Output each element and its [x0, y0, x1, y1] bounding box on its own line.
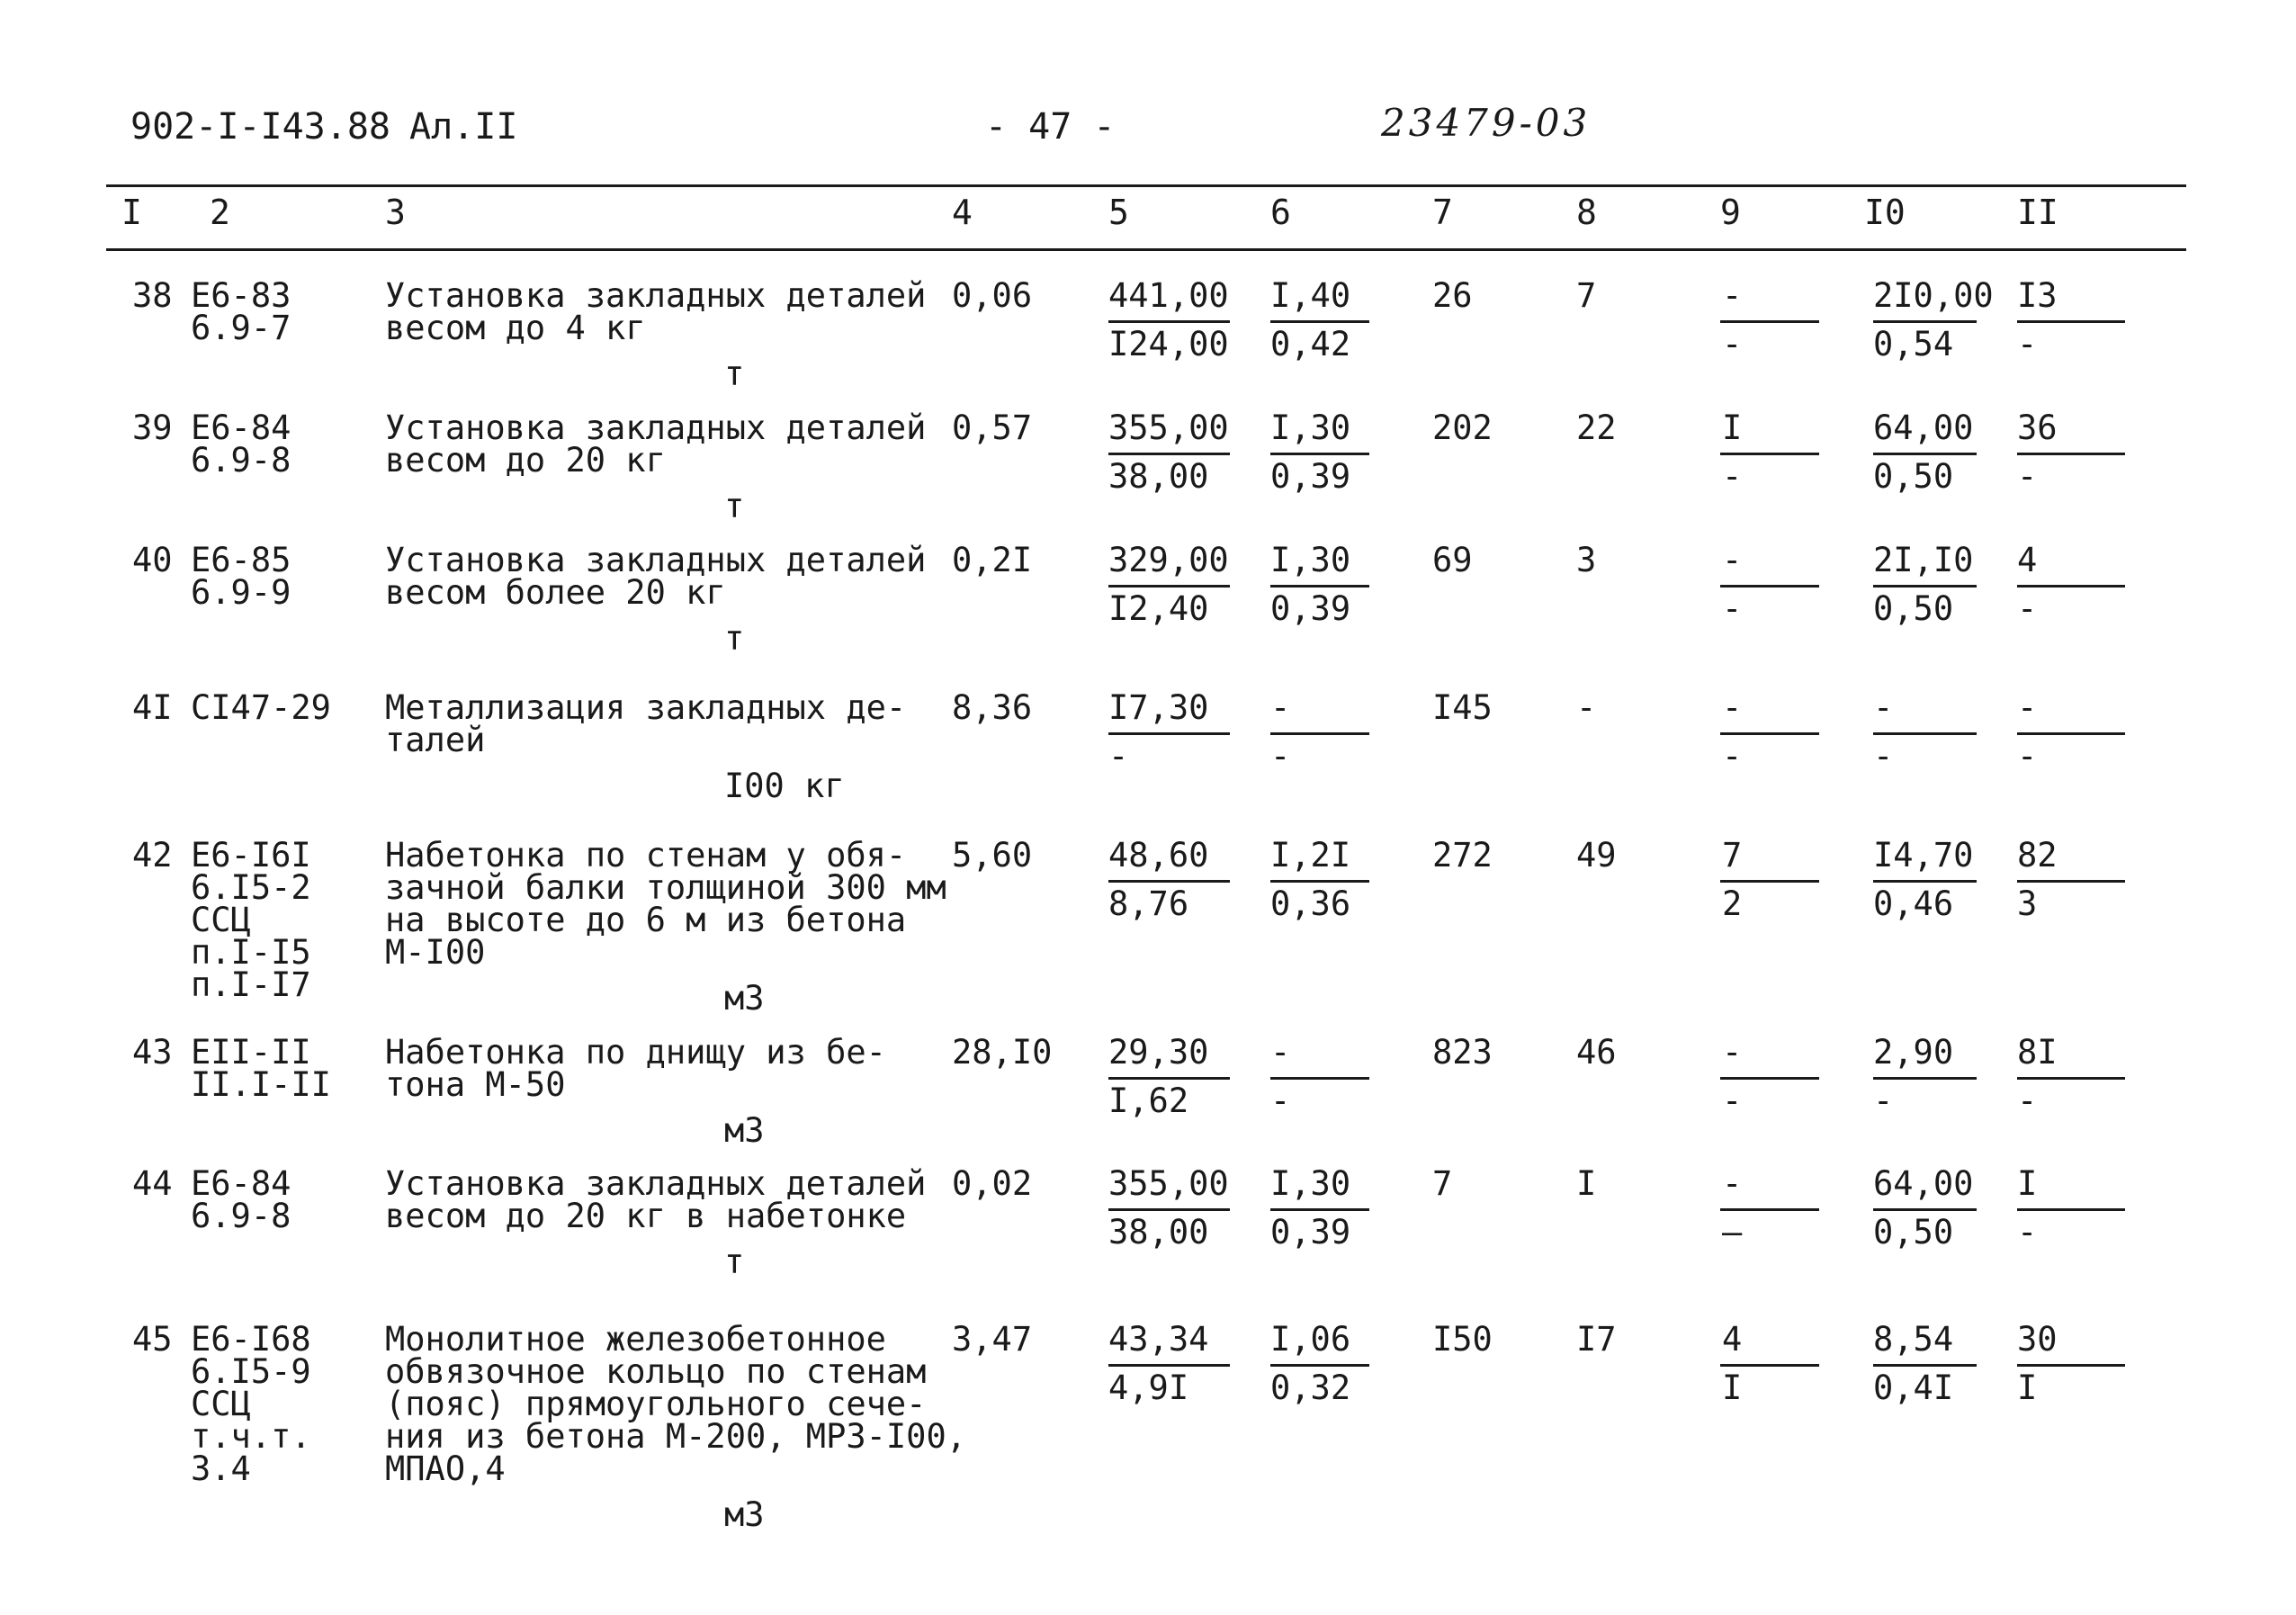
coefficient-bottom: 0,36 — [1270, 884, 1351, 923]
quantity: 0,57 — [952, 408, 1033, 447]
work-description-line: ния из бетона М-200, МРЗ-I00, — [385, 1417, 967, 1456]
column-header: 2 — [210, 193, 230, 232]
norm-code-line: ССЦ — [191, 901, 251, 939]
work-description-line: весом до 20 кг — [385, 441, 666, 480]
work-description-line: тона М-50 — [385, 1065, 566, 1104]
norm-code-line: Е6-84 — [191, 1164, 291, 1203]
unit-cost-total: 29,30 — [1108, 1033, 1209, 1072]
norm-code-line: 6.9-8 — [191, 1197, 291, 1235]
coefficient-top: I,30 — [1270, 541, 1351, 579]
column-header: 6 — [1270, 193, 1291, 232]
column-header: 4 — [952, 193, 973, 232]
quantity: 3,47 — [952, 1320, 1033, 1359]
total-wages: - — [1576, 688, 1597, 727]
machine-cost-top: - — [1722, 1164, 1743, 1203]
machine-cost-bottom: — — [1722, 1213, 1743, 1252]
total-cost: 202 — [1432, 408, 1493, 447]
labor-cost-bottom: 0,4I — [1873, 1368, 1954, 1407]
table-top-rule — [106, 184, 2186, 187]
row-number: 4I — [132, 688, 173, 727]
fraction-line — [1270, 320, 1369, 323]
total-wages: 49 — [1576, 836, 1617, 875]
fraction-line — [1108, 880, 1230, 883]
fraction-line — [1873, 1208, 1977, 1211]
coefficient-bottom: 0,32 — [1270, 1368, 1351, 1407]
machine-cost-bottom: - — [1722, 457, 1743, 496]
norm-code-line: т.ч.т. — [191, 1417, 311, 1456]
fraction-line — [1270, 585, 1369, 588]
unit-cost-total: 43,34 — [1108, 1320, 1209, 1359]
work-description-line: Установка закладных деталей — [385, 541, 927, 579]
labor-cost-bottom: - — [1873, 737, 1894, 776]
fraction-line — [1873, 1364, 1977, 1367]
machine-cost-bottom: - — [1722, 737, 1743, 776]
quantity: 5,60 — [952, 836, 1033, 875]
row-number: 45 — [132, 1320, 173, 1359]
norm-code-line: ЕII-II — [191, 1033, 311, 1072]
total-cost: 69 — [1432, 541, 1473, 579]
machine-cost-top: - — [1722, 688, 1743, 727]
fraction-line — [1108, 585, 1230, 588]
fraction-line — [1873, 585, 1977, 588]
fraction-line — [2017, 585, 2125, 588]
labor-cost-top: - — [1873, 688, 1894, 727]
work-description-line: обвязочное кольцо по стенам — [385, 1352, 927, 1391]
labor-cost-top: 2I,I0 — [1873, 541, 1974, 579]
coefficient-top: I,30 — [1270, 1164, 1351, 1203]
quantity: 8,36 — [952, 688, 1033, 727]
norm-code-line: Е6-84 — [191, 408, 291, 447]
fraction-line — [1873, 1077, 1977, 1080]
unit-cost-wages: - — [1108, 737, 1129, 776]
work-description-line: Набетонка по стенам у обя- — [385, 836, 907, 875]
column-header: 9 — [1720, 193, 1741, 232]
column-header: 7 — [1432, 193, 1453, 232]
labor-total-bottom: - — [2017, 737, 2038, 776]
work-description-line: талей — [385, 721, 486, 759]
quantity: 28,I0 — [952, 1033, 1053, 1072]
fraction-line — [1720, 453, 1819, 455]
total-wages: 46 — [1576, 1033, 1617, 1072]
labor-total-bottom: - — [2017, 1213, 2038, 1252]
fraction-line — [2017, 1208, 2125, 1211]
norm-code-line: п.I-I5 — [191, 933, 311, 972]
fraction-line — [1270, 732, 1369, 735]
machine-cost-top: - — [1722, 541, 1743, 579]
fraction-line — [1720, 1208, 1819, 1211]
machine-cost-top: - — [1722, 276, 1743, 315]
coefficient-top: I,30 — [1270, 408, 1351, 447]
work-description-line: весом до 20 кг в набетонке — [385, 1197, 907, 1235]
unit-of-measure: I00 кг — [724, 767, 845, 805]
row-number: 44 — [132, 1164, 173, 1203]
fraction-line — [1720, 880, 1819, 883]
total-cost: 7 — [1432, 1164, 1453, 1203]
column-header: I — [121, 193, 142, 232]
column-header: 3 — [385, 193, 406, 232]
table-header-rule — [106, 248, 2186, 251]
total-cost: 26 — [1432, 276, 1473, 315]
total-wages: I — [1576, 1164, 1597, 1203]
total-cost: I50 — [1432, 1320, 1493, 1359]
coefficient-top: I,2I — [1270, 836, 1351, 875]
unit-cost-total: 441,00 — [1108, 276, 1229, 315]
row-number: 43 — [132, 1033, 173, 1072]
labor-cost-bottom: 0,54 — [1873, 325, 1954, 363]
coefficient-bottom: 0,39 — [1270, 589, 1351, 628]
fraction-line — [1873, 732, 1977, 735]
coefficient-bottom: 0,39 — [1270, 457, 1351, 496]
labor-cost-top: 64,00 — [1873, 1164, 1974, 1203]
fraction-line — [1270, 1208, 1369, 1211]
norm-code-line: п.I-I7 — [191, 965, 311, 1004]
page-number: - 47 - — [985, 106, 1116, 148]
work-description-line: М-I00 — [385, 933, 486, 972]
labor-cost-bottom: 0,50 — [1873, 1213, 1954, 1252]
fraction-line — [1270, 880, 1369, 883]
total-wages: 3 — [1576, 541, 1597, 579]
work-description-line: МПАО,4 — [385, 1449, 506, 1488]
fraction-line — [2017, 1077, 2125, 1080]
norm-code-line: ССЦ — [191, 1385, 251, 1423]
norm-code-line: Е6-I68 — [191, 1320, 311, 1359]
labor-total-bottom: - — [2017, 325, 2038, 363]
unit-cost-total: 48,60 — [1108, 836, 1209, 875]
fraction-line — [1270, 453, 1369, 455]
column-header: 5 — [1108, 193, 1129, 232]
unit-cost-total: 355,00 — [1108, 1164, 1229, 1203]
norm-code-line: Е6-83 — [191, 276, 291, 315]
norm-code-line: 6.9-7 — [191, 309, 291, 347]
fraction-line — [1873, 320, 1977, 323]
labor-cost-top: 8,54 — [1873, 1320, 1954, 1359]
labor-total-bottom: 3 — [2017, 884, 2038, 923]
work-description-line: на высоте до 6 м из бетона — [385, 901, 907, 939]
work-description-line: Установка закладных деталей — [385, 408, 927, 447]
fraction-line — [1873, 880, 1977, 883]
unit-of-measure: м3 — [724, 1111, 765, 1150]
total-wages: 22 — [1576, 408, 1617, 447]
unit-cost-wages: I24,00 — [1108, 325, 1229, 363]
labor-total-top: I — [2017, 1164, 2038, 1203]
fraction-line — [1108, 320, 1230, 323]
fraction-line — [1108, 732, 1230, 735]
norm-code-line: 6.9-9 — [191, 573, 291, 612]
column-header: II — [2017, 193, 2058, 232]
machine-cost-bottom: I — [1722, 1368, 1743, 1407]
handwritten-inventory-number: 23479-03 — [1381, 101, 1592, 145]
coefficient-top: - — [1270, 1033, 1291, 1072]
unit-cost-wages: 8,76 — [1108, 884, 1189, 923]
norm-code-line: 6.I5-2 — [191, 868, 311, 907]
unit-cost-wages: I2,40 — [1108, 589, 1209, 628]
machine-cost-bottom: 2 — [1722, 884, 1743, 923]
total-cost: 272 — [1432, 836, 1493, 875]
quantity: 0,02 — [952, 1164, 1033, 1203]
machine-cost-top: - — [1722, 1033, 1743, 1072]
labor-total-top: 82 — [2017, 836, 2058, 875]
fraction-line — [2017, 320, 2125, 323]
fraction-line — [1270, 1077, 1369, 1080]
fraction-line — [1873, 453, 1977, 455]
fraction-line — [1720, 1364, 1819, 1367]
fraction-line — [1108, 1077, 1230, 1080]
norm-code-line: 3.4 — [191, 1449, 251, 1488]
fraction-line — [1108, 1364, 1230, 1367]
quantity: 0,06 — [952, 276, 1033, 315]
unit-cost-total: 355,00 — [1108, 408, 1229, 447]
row-number: 40 — [132, 541, 173, 579]
fraction-line — [1720, 732, 1819, 735]
total-cost: I45 — [1432, 688, 1493, 727]
work-description-line: Установка закладных деталей — [385, 1164, 927, 1203]
norm-code-line: 6.I5-9 — [191, 1352, 311, 1391]
labor-total-top: 36 — [2017, 408, 2058, 447]
coefficient-top: I,06 — [1270, 1320, 1351, 1359]
machine-cost-top: 4 — [1722, 1320, 1743, 1359]
fraction-line — [2017, 453, 2125, 455]
row-number: 38 — [132, 276, 173, 315]
coefficient-bottom: 0,39 — [1270, 1213, 1351, 1252]
row-number: 42 — [132, 836, 173, 875]
fraction-line — [1108, 1208, 1230, 1211]
labor-cost-bottom: 0,46 — [1873, 884, 1954, 923]
work-description-line: весом более 20 кг — [385, 573, 726, 612]
machine-cost-bottom: - — [1722, 1081, 1743, 1120]
work-description-line: зачной балки толщиной 300 мм — [385, 868, 946, 907]
coefficient-bottom: - — [1270, 1081, 1291, 1120]
total-wages: I7 — [1576, 1320, 1617, 1359]
coefficient-bottom: - — [1270, 737, 1291, 776]
labor-total-top: I3 — [2017, 276, 2058, 315]
total-wages: 7 — [1576, 276, 1597, 315]
labor-total-bottom: - — [2017, 1081, 2038, 1120]
machine-cost-bottom: - — [1722, 589, 1743, 628]
norm-code-line: Е6-I6I — [191, 836, 311, 875]
work-description-line: весом до 4 кг — [385, 309, 646, 347]
quantity: 0,2I — [952, 541, 1033, 579]
labor-cost-bottom: - — [1873, 1081, 1894, 1120]
coefficient-top: I,40 — [1270, 276, 1351, 315]
fraction-line — [1720, 1077, 1819, 1080]
labor-total-bottom: I — [2017, 1368, 2038, 1407]
fraction-line — [1270, 1364, 1369, 1367]
labor-cost-top: 2I0,00 — [1873, 276, 1994, 315]
unit-cost-total: 329,00 — [1108, 541, 1229, 579]
machine-cost-bottom: - — [1722, 325, 1743, 363]
fraction-line — [1720, 320, 1819, 323]
column-header: I0 — [1864, 193, 1906, 232]
labor-cost-top: 2,90 — [1873, 1033, 1954, 1072]
labor-cost-bottom: 0,50 — [1873, 457, 1954, 496]
unit-of-measure: т — [724, 619, 745, 658]
album-number: Ал.II — [409, 106, 518, 148]
unit-cost-wages: 38,00 — [1108, 1213, 1209, 1252]
machine-cost-top: I — [1722, 408, 1743, 447]
coefficient-top: - — [1270, 688, 1291, 727]
machine-cost-top: 7 — [1722, 836, 1743, 875]
norm-code-line: Е6-85 — [191, 541, 291, 579]
labor-cost-bottom: 0,50 — [1873, 589, 1954, 628]
unit-of-measure: т — [724, 354, 745, 393]
work-description-line: (пояс) прямоугольного сече- — [385, 1385, 927, 1423]
fraction-line — [2017, 732, 2125, 735]
column-header: 8 — [1576, 193, 1597, 232]
unit-cost-wages: 4,9I — [1108, 1368, 1189, 1407]
work-description-line: Монолитное железобетонное — [385, 1320, 886, 1359]
fraction-line — [2017, 880, 2125, 883]
labor-total-bottom: - — [2017, 457, 2038, 496]
unit-cost-wages: I,62 — [1108, 1081, 1189, 1120]
unit-cost-wages: 38,00 — [1108, 457, 1209, 496]
fraction-line — [2017, 1364, 2125, 1367]
coefficient-bottom: 0,42 — [1270, 325, 1351, 363]
work-description-line: Металлизация закладных де- — [385, 688, 907, 727]
unit-cost-total: I7,30 — [1108, 688, 1209, 727]
row-number: 39 — [132, 408, 173, 447]
work-description-line: Установка закладных деталей — [385, 276, 927, 315]
work-description-line: Набетонка по днищу из бе- — [385, 1033, 886, 1072]
labor-total-bottom: - — [2017, 589, 2038, 628]
fraction-line — [1720, 585, 1819, 588]
labor-total-top: - — [2017, 688, 2038, 727]
unit-of-measure: т — [724, 487, 745, 525]
labor-total-top: 30 — [2017, 1320, 2058, 1359]
total-cost: 823 — [1432, 1033, 1493, 1072]
unit-of-measure: м3 — [724, 979, 765, 1018]
labor-cost-top: 64,00 — [1873, 408, 1974, 447]
document-code: 902-I-I43.88 — [130, 106, 390, 148]
labor-total-top: 8I — [2017, 1033, 2058, 1072]
labor-cost-top: I4,70 — [1873, 836, 1974, 875]
norm-code-line: II.I-II — [191, 1065, 331, 1104]
labor-total-top: 4 — [2017, 541, 2038, 579]
norm-code-line: 6.9-8 — [191, 441, 291, 480]
fraction-line — [1108, 453, 1230, 455]
unit-of-measure: т — [724, 1243, 745, 1281]
norm-code-line: СI47-29 — [191, 688, 331, 727]
unit-of-measure: м3 — [724, 1495, 765, 1534]
